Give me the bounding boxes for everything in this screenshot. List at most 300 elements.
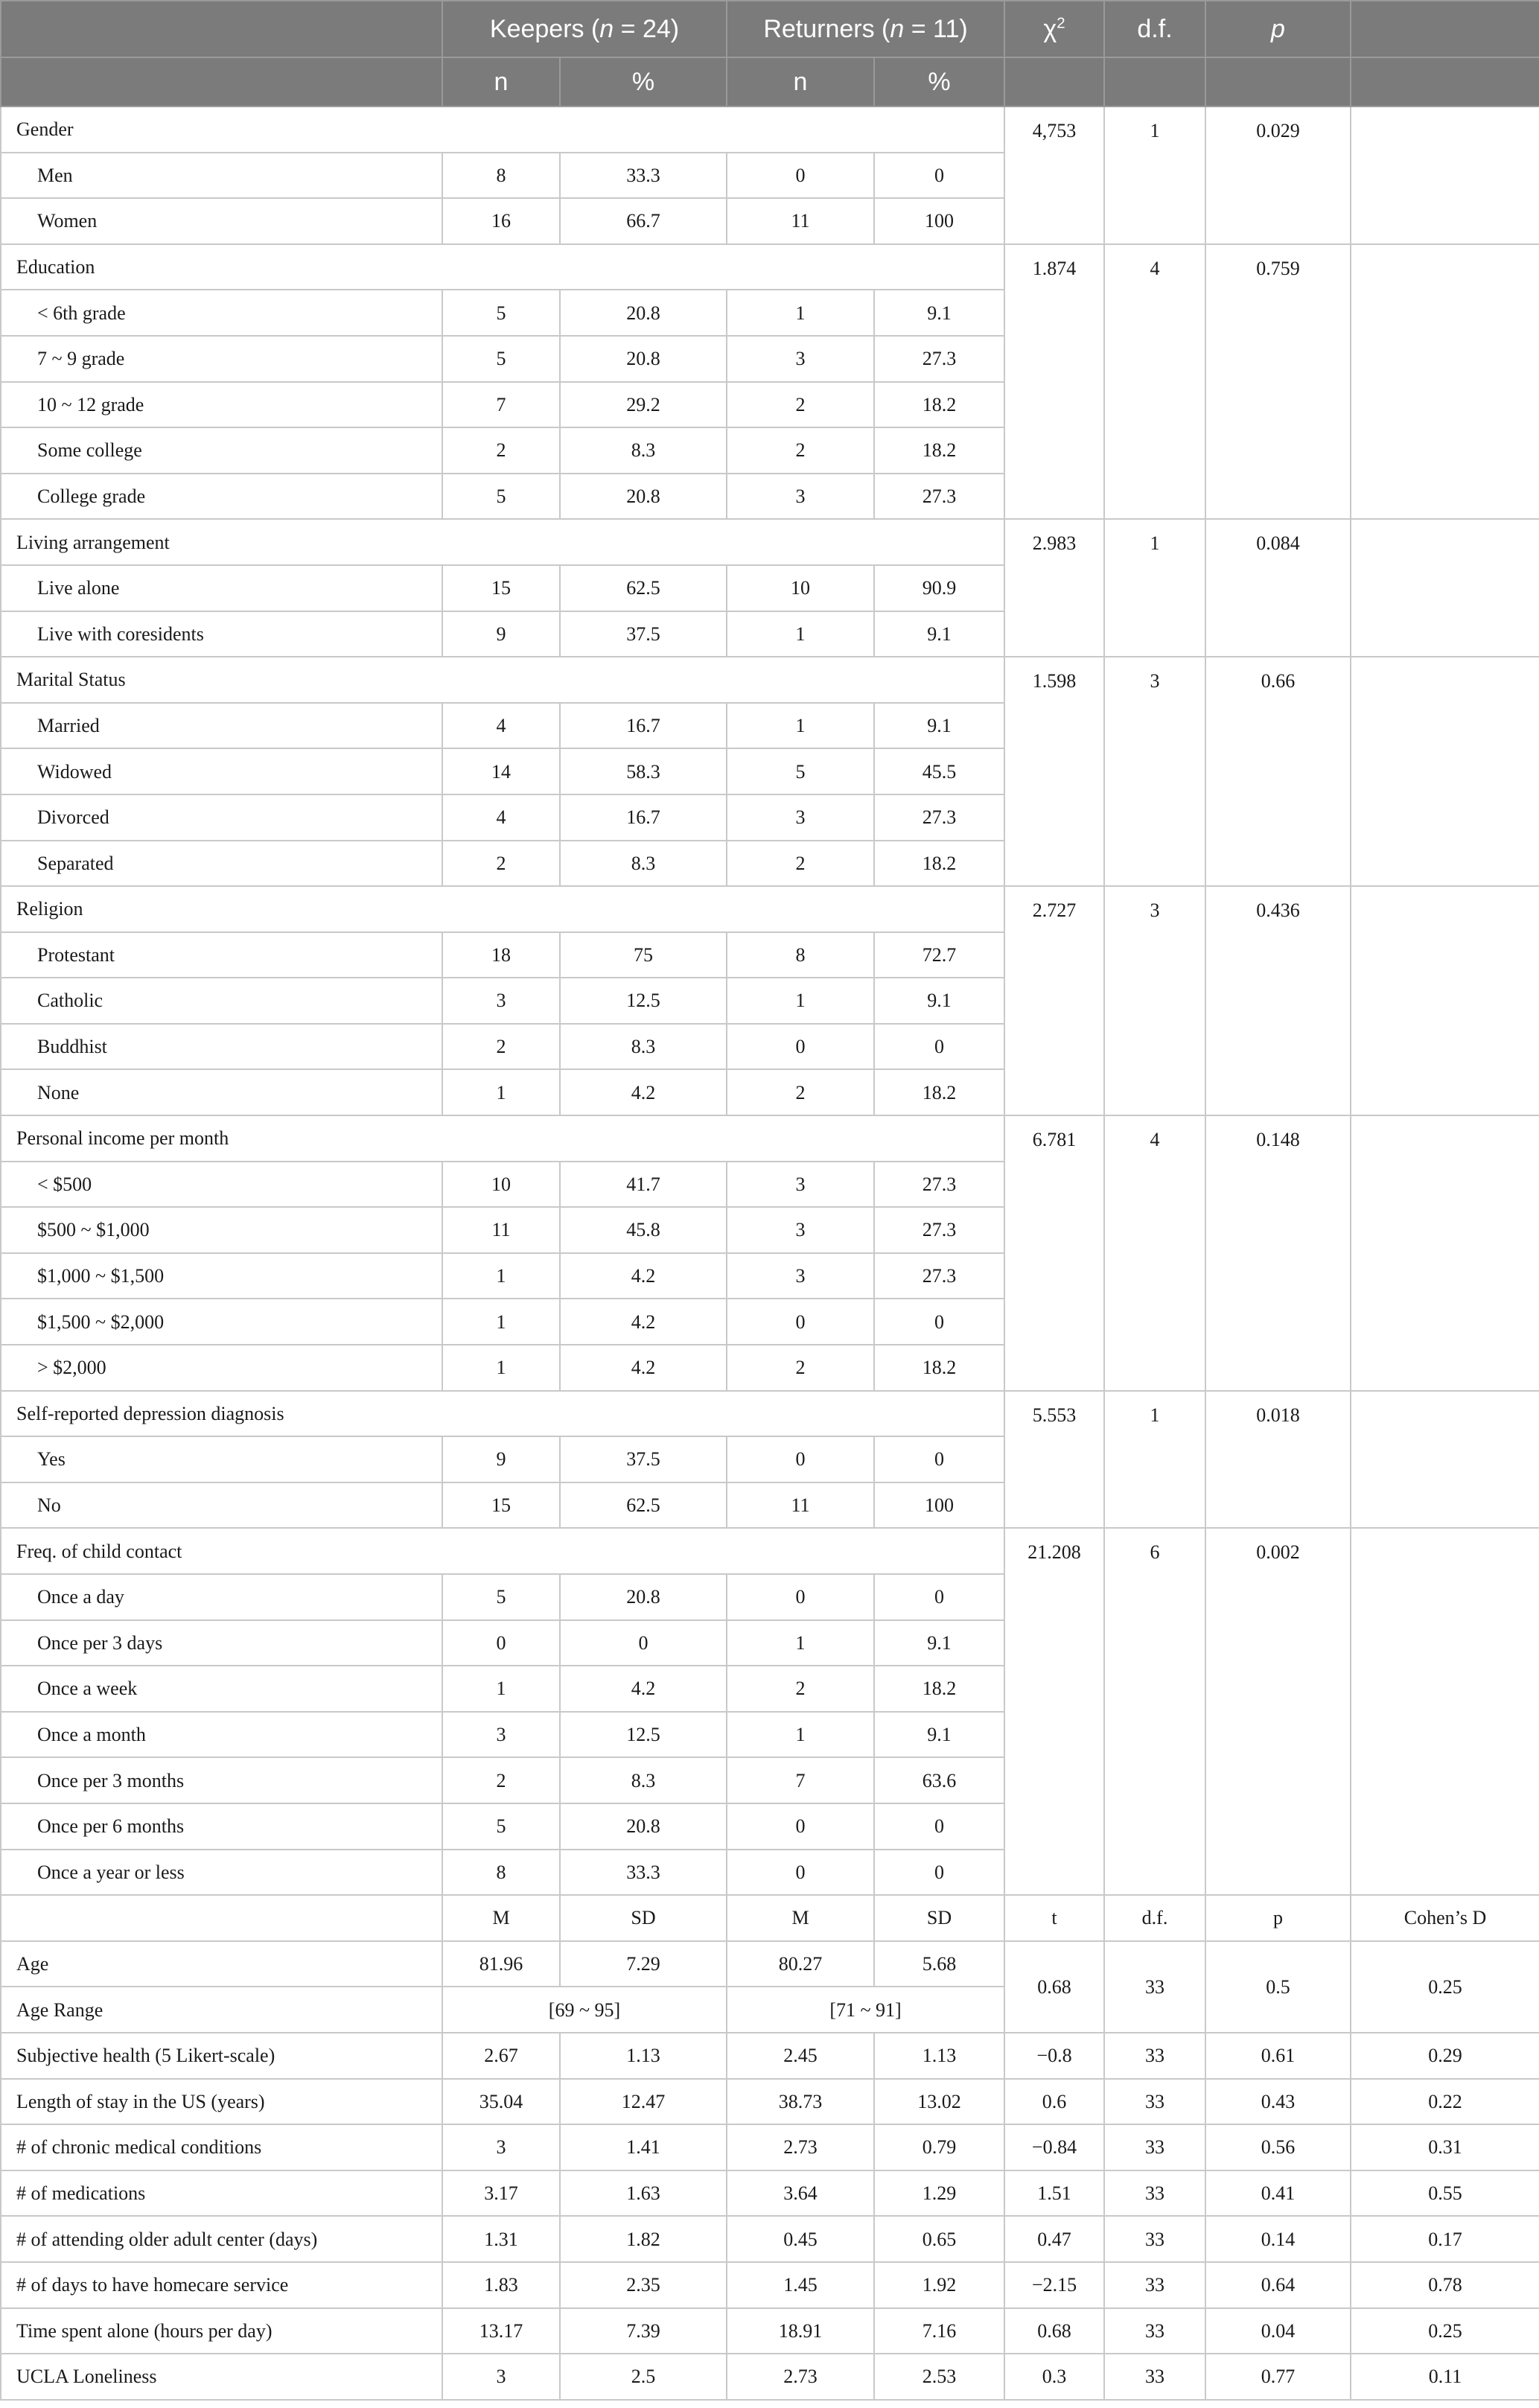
cohens-d-value: 0.25 xyxy=(1351,2308,1539,2354)
col-t: t xyxy=(1004,1895,1104,1941)
p-value: 0.002 xyxy=(1205,1528,1351,1895)
cohens-d-value: 0.11 xyxy=(1351,2354,1539,2400)
keepers-mean: 81.96 xyxy=(442,1941,560,1987)
header-df: d.f. xyxy=(1104,1,1205,57)
keepers-pct: 8.3 xyxy=(560,1024,727,1070)
header-keepers-pct: % xyxy=(560,57,727,106)
returners-pct: 18.2 xyxy=(874,1069,1004,1115)
row-label: Divorced xyxy=(1,794,442,841)
row-label: Live with coresidents xyxy=(1,611,442,657)
header-keepers: Keepers (n = 24) xyxy=(442,1,727,57)
returners-pct: 0 xyxy=(874,1024,1004,1070)
keepers-pct: 16.7 xyxy=(560,794,727,841)
returners-n: 5 xyxy=(727,748,874,794)
returners-mean: 1.45 xyxy=(727,2262,874,2308)
header-chi-square: $\chi^2$ xyxy=(1004,1,1104,57)
row-label: Once per 3 days xyxy=(1,1620,442,1666)
keepers-pct: 62.5 xyxy=(560,1482,727,1529)
row-label: Protestant xyxy=(1,932,442,978)
col-keepers-m: M xyxy=(442,1895,560,1941)
p-value: 0.436 xyxy=(1205,886,1351,1115)
returners-pct: 18.2 xyxy=(874,427,1004,474)
row-label: Once a year or less xyxy=(1,1850,442,1896)
row-label: # of days to have homecare service xyxy=(1,2262,442,2308)
returners-n: 1 xyxy=(727,703,874,749)
returners-sd: 13.02 xyxy=(874,2079,1004,2125)
keepers-sd: 1.13 xyxy=(560,2033,727,2079)
returners-n: 0 xyxy=(727,1850,874,1896)
returners-n: 0 xyxy=(727,1574,874,1620)
returners-sd: 7.16 xyxy=(874,2308,1004,2354)
table-header xyxy=(1,1,1539,106)
row-label: Live alone xyxy=(1,565,442,611)
table-row xyxy=(1,2308,1539,2354)
returners-n: 1 xyxy=(727,978,874,1024)
row-label: < 6th grade xyxy=(1,290,442,336)
row-label: Men xyxy=(1,153,442,199)
p-value: 0.029 xyxy=(1205,106,1351,244)
returners-n: 0 xyxy=(727,1024,874,1070)
p-value: 0.018 xyxy=(1205,1391,1351,1529)
returners-n: 2 xyxy=(727,841,874,887)
p-value: 0.43 xyxy=(1205,2079,1351,2125)
header-p: p xyxy=(1205,1,1351,57)
returners-mean: 2.73 xyxy=(727,2124,874,2170)
p-value: 0.148 xyxy=(1205,1115,1351,1391)
row-label: > $2,000 xyxy=(1,1345,442,1391)
df-value: 1 xyxy=(1104,519,1205,657)
cohens-d-value: 0.17 xyxy=(1351,2216,1539,2262)
keepers-mean: 1.31 xyxy=(442,2216,560,2262)
keepers-pct: 4.2 xyxy=(560,1299,727,1345)
t-value: 0.47 xyxy=(1004,2216,1104,2262)
returners-pct: 27.3 xyxy=(874,1253,1004,1299)
keepers-pct: 20.8 xyxy=(560,1803,727,1850)
returners-pct: 27.3 xyxy=(874,474,1004,520)
header-returners: Returners (n = 11) xyxy=(727,1,1004,57)
row-label: UCLA Loneliness xyxy=(1,2354,442,2400)
df-value: 33 xyxy=(1104,2124,1205,2170)
chi-square-value: 2.983 xyxy=(1004,519,1104,657)
p-value: 0.5 xyxy=(1205,1941,1351,2033)
keepers-pct: 8.3 xyxy=(560,1757,727,1803)
returners-n: 3 xyxy=(727,1162,874,1208)
returners-mean: 3.64 xyxy=(727,2170,874,2217)
t-value: 0.6 xyxy=(1004,2079,1104,2125)
t-value: 1.51 xyxy=(1004,2170,1104,2217)
keepers-mean: 2.67 xyxy=(442,2033,560,2079)
table-row xyxy=(1,2262,1539,2308)
df-value: 33 xyxy=(1104,2170,1205,2217)
cohens-d-value: 0.22 xyxy=(1351,2079,1539,2125)
returners-pct: 27.3 xyxy=(874,794,1004,841)
table-row xyxy=(1,2033,1539,2079)
group-row xyxy=(1,519,1539,565)
returners-n: 3 xyxy=(727,474,874,520)
returners-n: 3 xyxy=(727,336,874,382)
df-value: 1 xyxy=(1104,1391,1205,1529)
returners-n: 3 xyxy=(727,794,874,841)
keepers-pct: 41.7 xyxy=(560,1162,727,1208)
returners-pct: 72.7 xyxy=(874,932,1004,978)
chi-square-value: 5.553 xyxy=(1004,1391,1104,1529)
p-value: 0.14 xyxy=(1205,2216,1351,2262)
header-blank-right xyxy=(1351,1,1539,57)
keepers-pct: 12.5 xyxy=(560,978,727,1024)
df-value: 33 xyxy=(1104,2262,1205,2308)
returners-n: 2 xyxy=(727,1345,874,1391)
keepers-pct: 20.8 xyxy=(560,1574,727,1620)
returners-pct: 100 xyxy=(874,198,1004,244)
returners-sd: 1.29 xyxy=(874,2170,1004,2217)
returners-n: 8 xyxy=(727,932,874,978)
t-value: 0.68 xyxy=(1004,2308,1104,2354)
cohens-d-value: 0.31 xyxy=(1351,2124,1539,2170)
keepers-n: 15 xyxy=(442,565,560,611)
returners-n: 3 xyxy=(727,1207,874,1253)
keepers-n: 10 xyxy=(442,1162,560,1208)
row-label: Age xyxy=(1,1941,442,1987)
row-label: $500 ~ $1,000 xyxy=(1,1207,442,1253)
keepers-n: 14 xyxy=(442,748,560,794)
returners-n: 1 xyxy=(727,290,874,336)
keepers-mean: 35.04 xyxy=(442,2079,560,2125)
row-label: Once a week xyxy=(1,1666,442,1712)
returners-n: 1 xyxy=(727,1712,874,1758)
keepers-n: 5 xyxy=(442,474,560,520)
keepers-range: [69 ~ 95] xyxy=(442,1987,727,2033)
keepers-n: 3 xyxy=(442,978,560,1024)
row-label: Length of stay in the US (years) xyxy=(1,2079,442,2125)
row-label: No xyxy=(1,1482,442,1529)
returners-sd: 5.68 xyxy=(874,1941,1004,1987)
returners-sd: 1.13 xyxy=(874,2033,1004,2079)
blank-cell xyxy=(1351,1391,1539,1529)
keepers-n: 2 xyxy=(442,1757,560,1803)
keepers-pct: 12.5 xyxy=(560,1712,727,1758)
table-row xyxy=(1,2170,1539,2217)
df-value: 33 xyxy=(1104,2079,1205,2125)
returners-pct: 9.1 xyxy=(874,1620,1004,1666)
returners-n: 2 xyxy=(727,1666,874,1712)
returners-n: 0 xyxy=(727,1299,874,1345)
p-value: 0.77 xyxy=(1205,2354,1351,2400)
header-keepers-n: n xyxy=(442,57,560,106)
keepers-pct: 0 xyxy=(560,1620,727,1666)
chi-square-value: 6.781 xyxy=(1004,1115,1104,1391)
keepers-mean: 13.17 xyxy=(442,2308,560,2354)
keepers-n: 2 xyxy=(442,841,560,887)
row-label: Subjective health (5 Likert-scale) xyxy=(1,2033,442,2079)
returners-n: 1 xyxy=(727,611,874,657)
df-value: 4 xyxy=(1104,1115,1205,1391)
t-value: −2.15 xyxy=(1004,2262,1104,2308)
continuous-body xyxy=(1,1895,1539,2400)
col-returners-m: M xyxy=(727,1895,874,1941)
keepers-n: 9 xyxy=(442,1436,560,1482)
row-label: 7 ~ 9 grade xyxy=(1,336,442,382)
returners-mean: 2.45 xyxy=(727,2033,874,2079)
keepers-n: 1 xyxy=(442,1069,560,1115)
df-value: 33 xyxy=(1104,2033,1205,2079)
p-value: 0.759 xyxy=(1205,244,1351,520)
t-value: 0.3 xyxy=(1004,2354,1104,2400)
group-row xyxy=(1,1391,1539,1437)
keepers-sd: 7.39 xyxy=(560,2308,727,2354)
row-label: Once per 3 months xyxy=(1,1757,442,1803)
header-returners-pct: % xyxy=(874,57,1004,106)
row-label: Once a month xyxy=(1,1712,442,1758)
blank-cell xyxy=(1351,519,1539,657)
group-row xyxy=(1,244,1539,290)
row-label: Widowed xyxy=(1,748,442,794)
returners-n: 10 xyxy=(727,565,874,611)
keepers-n: 3 xyxy=(442,1712,560,1758)
keepers-n: 15 xyxy=(442,1482,560,1529)
row-label: Catholic xyxy=(1,978,442,1024)
row-label: < $500 xyxy=(1,1162,442,1208)
keepers-sd: 2.35 xyxy=(560,2262,727,2308)
table-row xyxy=(1,2354,1539,2400)
returners-range: [71 ~ 91] xyxy=(727,1987,1004,2033)
keepers-sd: 1.82 xyxy=(560,2216,727,2262)
col-returners-sd: SD xyxy=(874,1895,1004,1941)
row-label: Age Range xyxy=(1,1987,442,2033)
returners-pct: 27.3 xyxy=(874,336,1004,382)
table-row xyxy=(1,2216,1539,2262)
row-label: 10 ~ 12 grade xyxy=(1,382,442,428)
keepers-mean: 1.83 xyxy=(442,2262,560,2308)
returners-n: 0 xyxy=(727,1803,874,1850)
t-value: −0.84 xyxy=(1004,2124,1104,2170)
returners-pct: 0 xyxy=(874,1850,1004,1896)
header-blank xyxy=(1205,57,1351,106)
df-value: 6 xyxy=(1104,1528,1205,1895)
returners-n: 7 xyxy=(727,1757,874,1803)
group-label: Gender xyxy=(1,106,1004,153)
keepers-n: 1 xyxy=(442,1666,560,1712)
returners-n: 11 xyxy=(727,1482,874,1529)
header-blank xyxy=(1,1,442,57)
p-value: 0.41 xyxy=(1205,2170,1351,2217)
row-label: $1,000 ~ $1,500 xyxy=(1,1253,442,1299)
group-label: Self-reported depression diagnosis xyxy=(1,1391,1004,1437)
blank-cell xyxy=(1351,657,1539,886)
row-label: Separated xyxy=(1,841,442,887)
returners-pct: 9.1 xyxy=(874,978,1004,1024)
keepers-pct: 16.7 xyxy=(560,703,727,749)
keepers-n: 1 xyxy=(442,1299,560,1345)
header-returners-n: n xyxy=(727,57,874,106)
table-row xyxy=(1,2124,1539,2170)
group-row xyxy=(1,886,1539,932)
returners-sd: 2.53 xyxy=(874,2354,1004,2400)
keepers-pct: 33.3 xyxy=(560,153,727,199)
col-keepers-sd: SD xyxy=(560,1895,727,1941)
returners-pct: 0 xyxy=(874,153,1004,199)
returners-pct: 45.5 xyxy=(874,748,1004,794)
keepers-n: 9 xyxy=(442,611,560,657)
df-value: 3 xyxy=(1104,657,1205,886)
row-label: Women xyxy=(1,198,442,244)
keepers-sd: 2.5 xyxy=(560,2354,727,2400)
row-label: # of medications xyxy=(1,2170,442,2217)
row-label: Time spent alone (hours per day) xyxy=(1,2308,442,2354)
keepers-pct: 8.3 xyxy=(560,427,727,474)
returners-pct: 9.1 xyxy=(874,290,1004,336)
col-df: d.f. xyxy=(1104,1895,1205,1941)
cohens-d-value: 0.29 xyxy=(1351,2033,1539,2079)
group-label: Religion xyxy=(1,886,1004,932)
returners-n: 11 xyxy=(727,198,874,244)
keepers-pct: 37.5 xyxy=(560,1436,727,1482)
keepers-n: 0 xyxy=(442,1620,560,1666)
group-row xyxy=(1,106,1539,153)
row-label: Some college xyxy=(1,427,442,474)
keepers-n: 8 xyxy=(442,1850,560,1896)
returners-n: 0 xyxy=(727,153,874,199)
keepers-pct: 20.8 xyxy=(560,290,727,336)
keepers-pct: 20.8 xyxy=(560,474,727,520)
returners-mean: 38.73 xyxy=(727,2079,874,2125)
keepers-sd: 7.29 xyxy=(560,1941,727,1987)
returners-n: 1 xyxy=(727,1620,874,1666)
keepers-n: 2 xyxy=(442,1024,560,1070)
row-label: $1,500 ~ $2,000 xyxy=(1,1299,442,1345)
keepers-pct: 75 xyxy=(560,932,727,978)
group-label: Living arrangement xyxy=(1,519,1004,565)
df-value: 4 xyxy=(1104,244,1205,520)
keepers-n: 5 xyxy=(442,1803,560,1850)
returners-pct: 18.2 xyxy=(874,382,1004,428)
keepers-n: 5 xyxy=(442,336,560,382)
row-label: Once a day xyxy=(1,1574,442,1620)
row-label: # of attending older adult center (days) xyxy=(1,2216,442,2262)
df-value: 3 xyxy=(1104,886,1205,1115)
df-value: 33 xyxy=(1104,2308,1205,2354)
returners-mean: 2.73 xyxy=(727,2354,874,2400)
returners-pct: 0 xyxy=(874,1574,1004,1620)
returners-n: 2 xyxy=(727,382,874,428)
p-value: 0.66 xyxy=(1205,657,1351,886)
df-value: 33 xyxy=(1104,1941,1205,2033)
keepers-pct: 33.3 xyxy=(560,1850,727,1896)
keepers-n: 1 xyxy=(442,1253,560,1299)
p-value: 0.084 xyxy=(1205,519,1351,657)
blank-cell xyxy=(1351,106,1539,244)
keepers-pct: 29.2 xyxy=(560,382,727,428)
returners-mean: 0.45 xyxy=(727,2216,874,2262)
group-label: Education xyxy=(1,244,1004,290)
returners-pct: 0 xyxy=(874,1436,1004,1482)
chi-square-value: 21.208 xyxy=(1004,1528,1104,1895)
keepers-pct: 66.7 xyxy=(560,198,727,244)
group-label: Personal income per month xyxy=(1,1115,1004,1162)
row-label: # of chronic medical conditions xyxy=(1,2124,442,2170)
header-blank xyxy=(1104,57,1205,106)
cohens-d-value: 0.78 xyxy=(1351,2262,1539,2308)
returners-n: 0 xyxy=(727,1436,874,1482)
df-value: 33 xyxy=(1104,2216,1205,2262)
chi-square-value: 4,753 xyxy=(1004,106,1104,244)
keepers-sd: 1.63 xyxy=(560,2170,727,2217)
keepers-pct: 4.2 xyxy=(560,1345,727,1391)
group-row xyxy=(1,657,1539,703)
p-value: 0.56 xyxy=(1205,2124,1351,2170)
group-row xyxy=(1,1528,1539,1574)
returners-mean: 18.91 xyxy=(727,2308,874,2354)
keepers-mean: 3.17 xyxy=(442,2170,560,2217)
blank-cell xyxy=(1351,244,1539,520)
returners-pct: 9.1 xyxy=(874,611,1004,657)
header-blank xyxy=(1004,57,1104,106)
chi-square-value: 1.874 xyxy=(1004,244,1104,520)
group-label: Freq. of child contact xyxy=(1,1528,1004,1574)
returners-n: 2 xyxy=(727,427,874,474)
cohens-d-value: 0.25 xyxy=(1351,1941,1539,2033)
returners-pct: 9.1 xyxy=(874,1712,1004,1758)
keepers-n: 4 xyxy=(442,703,560,749)
header-blank xyxy=(1,57,442,106)
keepers-n: 2 xyxy=(442,427,560,474)
blank-cell xyxy=(1351,1115,1539,1391)
keepers-pct: 62.5 xyxy=(560,565,727,611)
keepers-n: 11 xyxy=(442,1207,560,1253)
returners-pct: 63.6 xyxy=(874,1757,1004,1803)
row-label: None xyxy=(1,1069,442,1115)
row-label: Buddhist xyxy=(1,1024,442,1070)
returners-pct: 27.3 xyxy=(874,1207,1004,1253)
cohens-d-value: 0.55 xyxy=(1351,2170,1539,2217)
returners-sd: 1.92 xyxy=(874,2262,1004,2308)
keepers-sd: 1.41 xyxy=(560,2124,727,2170)
blank-cell xyxy=(1351,1528,1539,1895)
p-value: 0.64 xyxy=(1205,2262,1351,2308)
keepers-n: 1 xyxy=(442,1345,560,1391)
df-value: 33 xyxy=(1104,2354,1205,2400)
col-cohens-d: Cohen’s D xyxy=(1351,1895,1539,1941)
returners-n: 2 xyxy=(727,1069,874,1115)
keepers-n: 5 xyxy=(442,1574,560,1620)
returners-pct: 18.2 xyxy=(874,1345,1004,1391)
continuous-header-row xyxy=(1,1895,1539,1941)
keepers-n: 18 xyxy=(442,932,560,978)
keepers-n: 16 xyxy=(442,198,560,244)
returners-pct: 9.1 xyxy=(874,703,1004,749)
p-value: 0.04 xyxy=(1205,2308,1351,2354)
keepers-n: 5 xyxy=(442,290,560,336)
row-label: Yes xyxy=(1,1436,442,1482)
table-row xyxy=(1,1941,1539,1987)
returners-pct: 18.2 xyxy=(874,841,1004,887)
returners-sd: 0.79 xyxy=(874,2124,1004,2170)
categorical-body xyxy=(1,106,1539,1895)
df-value: 1 xyxy=(1104,106,1205,244)
blank-cell xyxy=(1351,886,1539,1115)
returners-mean: 80.27 xyxy=(727,1941,874,1987)
keepers-pct: 4.2 xyxy=(560,1069,727,1115)
row-label: College grade xyxy=(1,474,442,520)
keepers-mean: 3 xyxy=(442,2124,560,2170)
keepers-n: 8 xyxy=(442,153,560,199)
returners-pct: 0 xyxy=(874,1803,1004,1850)
keepers-pct: 4.2 xyxy=(560,1253,727,1299)
blank-cell xyxy=(1,1895,442,1941)
keepers-pct: 58.3 xyxy=(560,748,727,794)
returners-n: 3 xyxy=(727,1253,874,1299)
keepers-n: 4 xyxy=(442,794,560,841)
keepers-pct: 4.2 xyxy=(560,1666,727,1712)
